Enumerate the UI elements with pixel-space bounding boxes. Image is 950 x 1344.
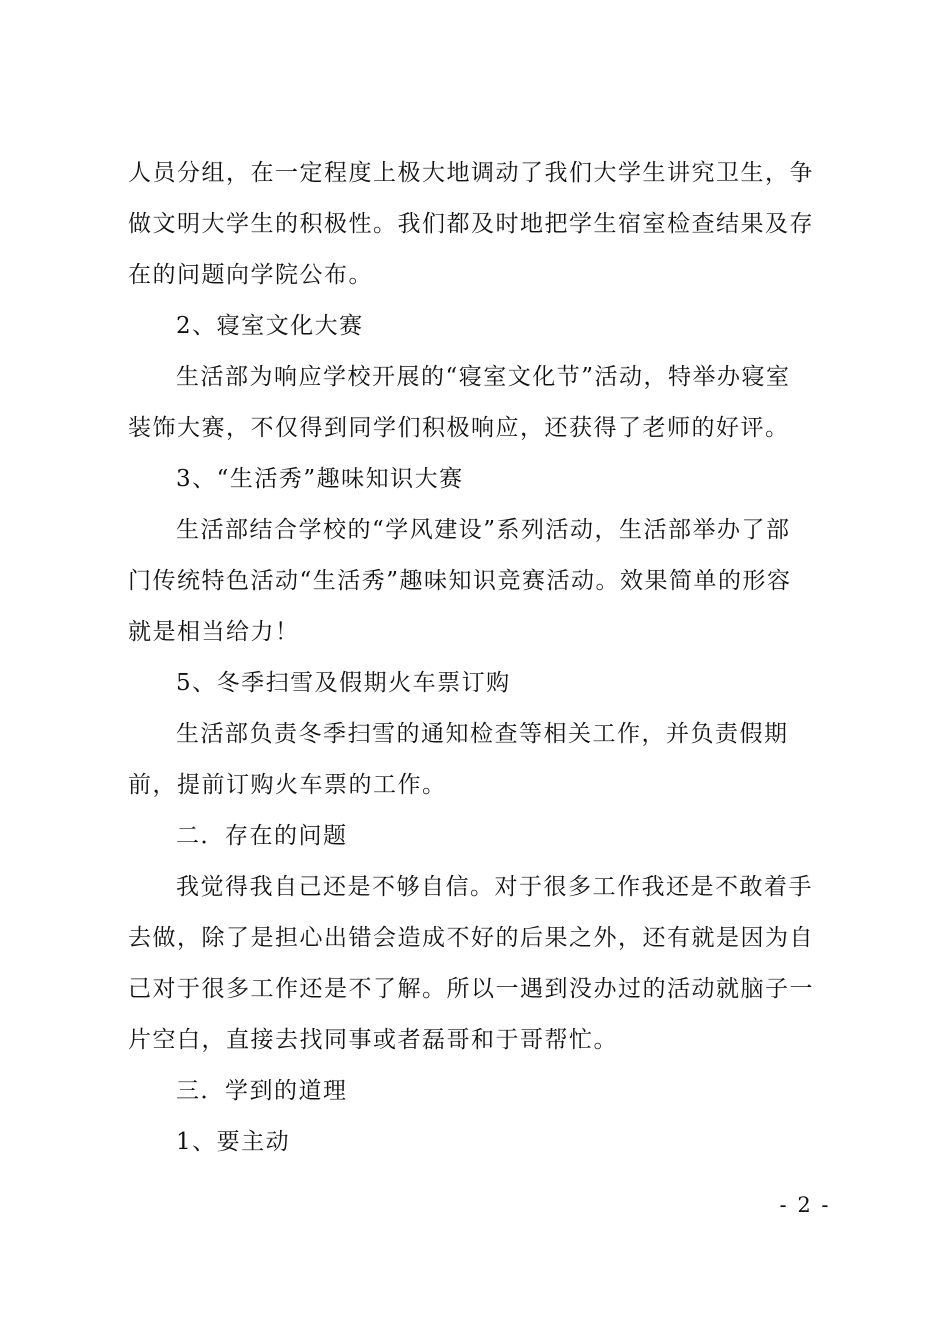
section-heading: 1、要主动	[176, 1129, 291, 1155]
page-number: - 2 -	[779, 1193, 831, 1217]
section-heading: 三．学到的道理	[176, 1078, 348, 1104]
paragraph-line: 生活部结合学校的“学风建设”系列活动，生活部举办了部	[176, 517, 791, 543]
section-heading: 5、冬季扫雪及假期火车票订购	[176, 670, 511, 696]
paragraph-line: 装饰大赛，不仅得到同学们积极响应，还获得了老师的好评。	[128, 415, 790, 441]
section-heading: 2、寝室文化大赛	[176, 313, 364, 339]
paragraph-line: 生活部负责冬季扫雪的通知检查等相关工作，并负责假期	[176, 721, 789, 747]
paragraph-line: 生活部为响应学校开展的“寝室文化节”活动，特举办寝室	[176, 364, 791, 390]
paragraph-line: 去做，除了是担心出错会造成不好的后果之外，还有就是因为自	[128, 925, 814, 951]
paragraph-line: 人员分组，在一定程度上极大地调动了我们大学生讲究卫生，争	[128, 160, 814, 186]
paragraph-line: 在的问题向学院公布。	[128, 262, 373, 288]
section-heading: 3、“生活秀”趣味知识大赛	[176, 466, 464, 492]
paragraph-line: 做文明大学生的积极性。我们都及时地把学生宿室检查结果及存	[128, 211, 814, 237]
paragraph-line: 我觉得我自己还是不够自信。对于很多工作我还是不敢着手	[176, 874, 813, 900]
paragraph-line: 门传统特色活动“生活秀”趣味知识竞赛活动。效果简单的形容	[128, 568, 792, 594]
paragraph-line: 己对于很多工作还是不了解。所以一遇到没办过的活动就脑子一	[128, 976, 814, 1002]
paragraph-line: 前，提前订购火车票的工作。	[128, 772, 447, 798]
paragraph-line: 片空白，直接去找同事或者磊哥和于哥帮忙。	[128, 1027, 618, 1053]
paragraph-line: 就是相当给力！	[128, 619, 300, 645]
section-heading: 二．存在的问题	[176, 823, 348, 849]
document-body	[128, 148, 833, 1168]
